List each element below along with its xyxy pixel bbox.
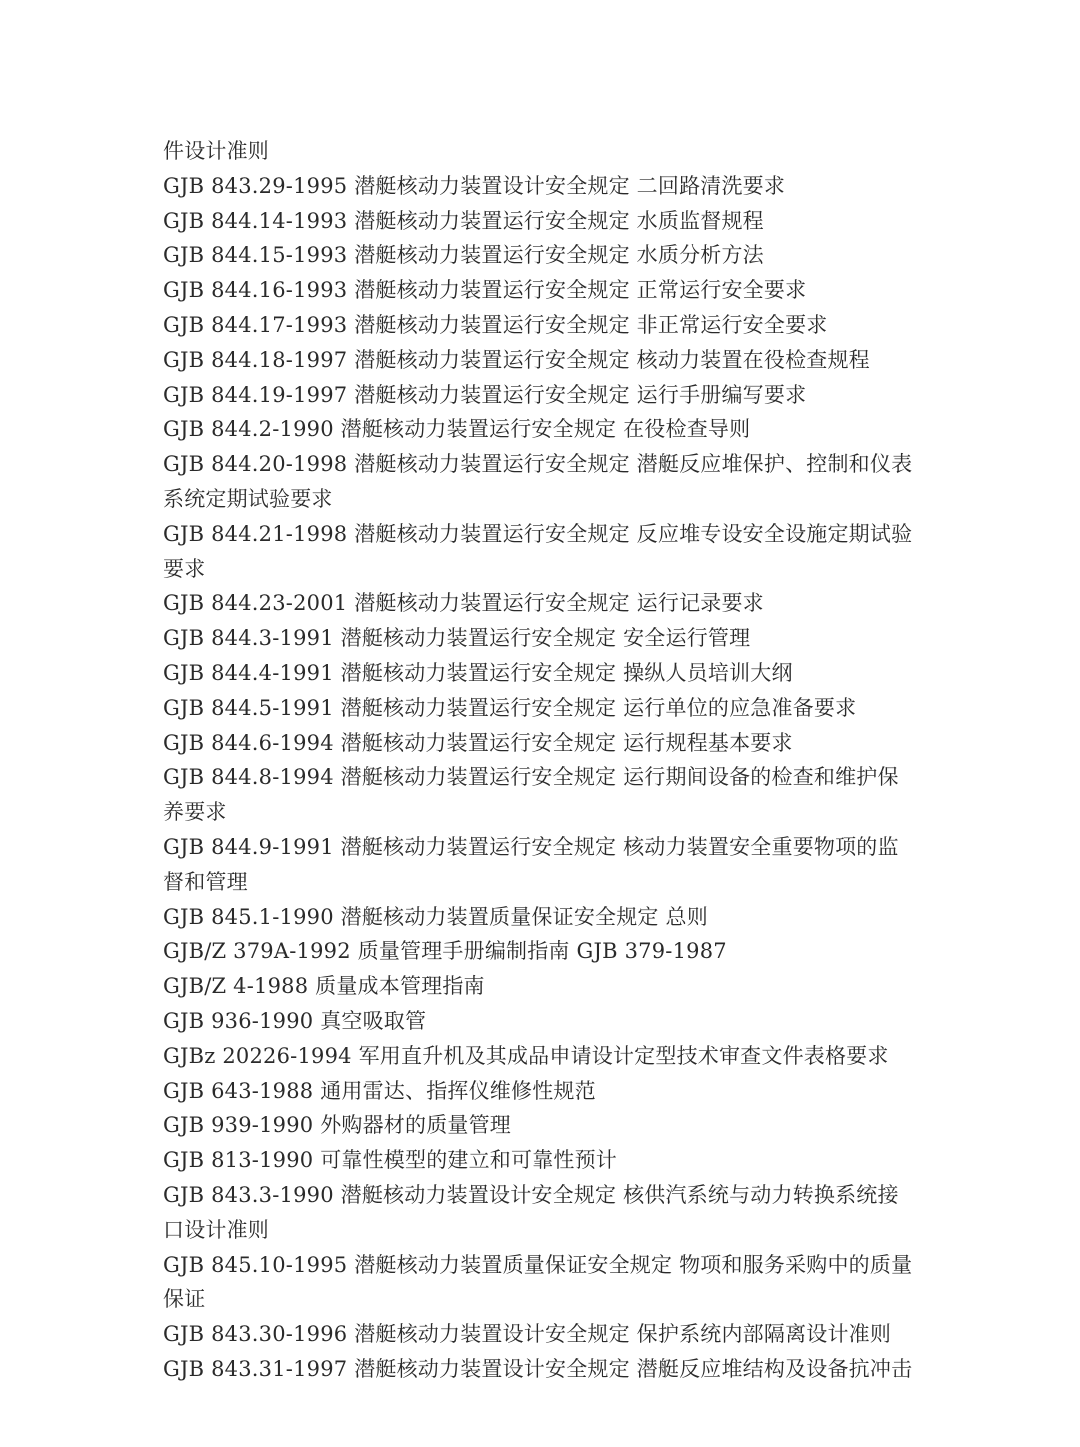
text-line: GJB/Z 4-1988 质量成本管理指南 xyxy=(163,974,485,999)
text-line: 系统定期试验要求 xyxy=(163,486,333,511)
text-line: GJB 843.3-1990 潜艇核动力装置设计安全规定 核供汽系统与动力转换系统接 xyxy=(163,1182,899,1207)
text-line: GJB 845.1-1990 潜艇核动力装置质量保证安全规定 总则 xyxy=(163,904,708,929)
text-line: 口设计准则 xyxy=(163,1217,269,1242)
text-line: 养要求 xyxy=(163,800,227,825)
text-line: GJB 936-1990 真空吸取管 xyxy=(163,1008,427,1033)
text-line: GJB 844.4-1991 潜艇核动力装置运行安全规定 操纵人员培训大纲 xyxy=(163,660,793,685)
text-line: GJB 844.20-1998 潜艇核动力装置运行安全规定 潜艇反应堆保护、控制和仪表 xyxy=(163,452,913,477)
text-line: GJB 844.5-1991 潜艇核动力装置运行安全规定 运行单位的应急准备要求 xyxy=(163,695,857,720)
text-line: GJB 844.9-1991 潜艇核动力装置运行安全规定 核动力装置安全重要物项的监 xyxy=(163,834,899,859)
text-line: GJB 844.23-2001 潜艇核动力装置运行安全规定 运行记录要求 xyxy=(163,591,764,616)
document-body xyxy=(163,134,923,1387)
text-line: GJB 643-1988 通用雷达、指挥仪维修性规范 xyxy=(163,1078,596,1103)
text-line: GJB 844.17-1993 潜艇核动力装置运行安全规定 非正常运行安全要求 xyxy=(163,312,828,337)
text-line: 件设计准则 xyxy=(163,139,269,163)
text-line: GJB 844.2-1990 潜艇核动力装置运行安全规定 在役检查导则 xyxy=(163,417,751,442)
text-line: 保证 xyxy=(163,1287,206,1312)
text-line: GJB 844.21-1998 潜艇核动力装置运行安全规定 反应堆专设安全设施定期试验 xyxy=(163,521,913,546)
text-line: GJB 843.30-1996 潜艇核动力装置设计安全规定 保护系统内部隔离设计准则 xyxy=(163,1322,892,1347)
text-line: GJB 843.31-1997 潜艇核动力装置设计安全规定 潜艇反应堆结构及设备抗冲击 xyxy=(163,1356,913,1381)
text-line: GJB 844.3-1991 潜艇核动力装置运行安全规定 安全运行管理 xyxy=(163,626,751,651)
text-line: GJB 844.15-1993 潜艇核动力装置运行安全规定 水质分析方法 xyxy=(163,243,764,268)
text-line: GJB/Z 379A-1992 质量管理手册编制指南 GJB 379-1987 xyxy=(163,939,727,964)
text-line: GJB 939-1990 外购器材的质量管理 xyxy=(163,1113,511,1138)
text-line: GJBz 20226-1994 军用直升机及其成品申请设计定型技术审查文件表格要求 xyxy=(163,1043,889,1068)
text-line: GJB 813-1990 可靠性模型的建立和可靠性预计 xyxy=(163,1148,617,1173)
text-line: 要求 xyxy=(163,556,206,581)
text-line: GJB 845.10-1995 潜艇核动力装置质量保证安全规定 物项和服务采购中的质量 xyxy=(163,1252,913,1277)
text-line: GJB 844.16-1993 潜艇核动力装置运行安全规定 正常运行安全要求 xyxy=(163,278,807,303)
text-line: 督和管理 xyxy=(163,869,248,894)
text-line: GJB 844.19-1997 潜艇核动力装置运行安全规定 运行手册编写要求 xyxy=(163,382,807,407)
text-line: GJB 844.8-1994 潜艇核动力装置运行安全规定 运行期间设备的检查和维护保 xyxy=(163,765,899,790)
text-line: GJB 844.18-1997 潜艇核动力装置运行安全规定 核动力装置在役检查规程 xyxy=(163,347,870,372)
text-line: GJB 843.29-1995 潜艇核动力装置设计安全规定 二回路清洗要求 xyxy=(163,173,786,198)
text-line: GJB 844.14-1993 潜艇核动力装置运行安全规定 水质监督规程 xyxy=(163,208,764,233)
text-line: GJB 844.6-1994 潜艇核动力装置运行安全规定 运行规程基本要求 xyxy=(163,730,793,755)
